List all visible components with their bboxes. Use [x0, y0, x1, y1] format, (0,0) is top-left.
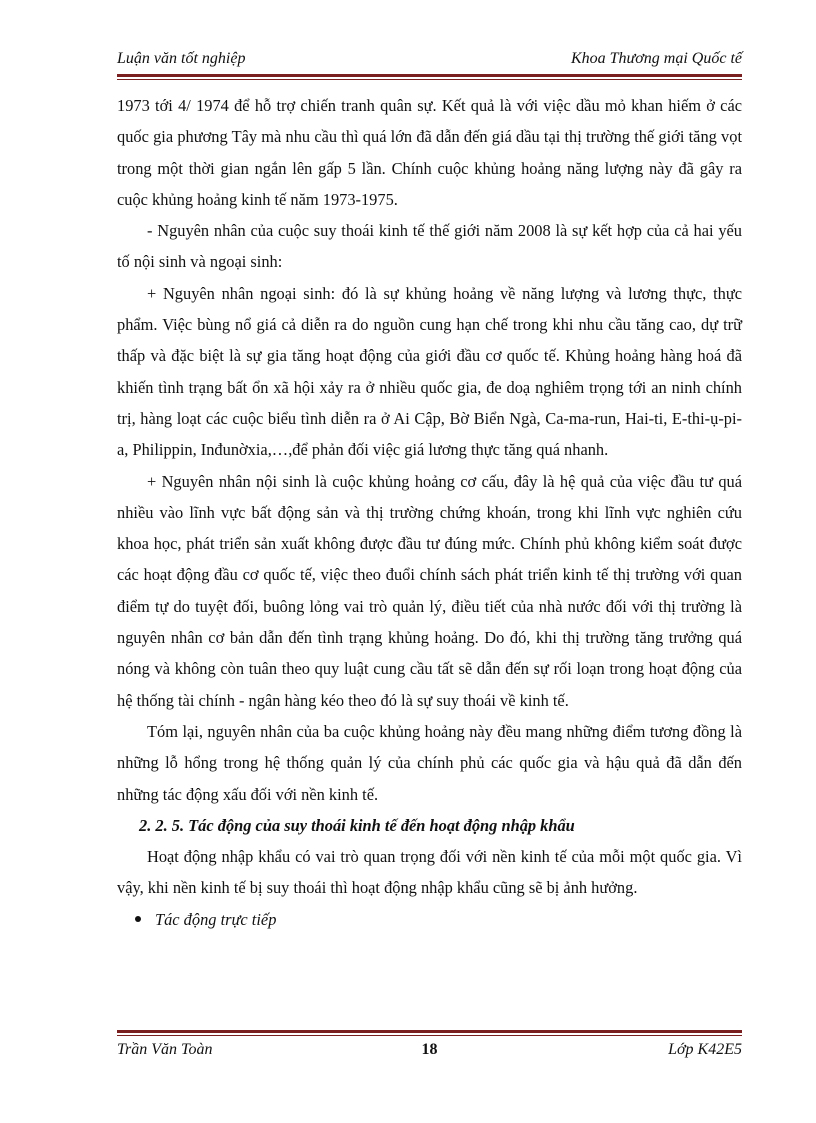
- footer-author: Trần Văn Toàn: [117, 1041, 213, 1058]
- page-body: [117, 90, 742, 935]
- bullet-text: Tác động trực tiếp: [155, 909, 277, 929]
- page-footer: [117, 1041, 742, 1065]
- paragraph-2008-causes: - Nguyên nhân của cuộc suy thoái kinh tế thế giới năm 2008 là sự kết hợp của cả hai yếu tố nội sinh và ngoại sinh:: [117, 221, 742, 272]
- paragraph-oil-crisis: 1973 tới 4/ 1974 để hỗ trợ chiến tranh quân sự. Kết quả là với việc dầu mỏ khan hiếm ở các quốc gia phương Tây mà nhu cầu thì quá lớn đã dẫn đến giá dầu tại thị trường thế giới tăng vọt trong một thời gian ngắn lên gấp 5 lần. Chính cuộc khủng hoảng năng lượng này đã gây ra cuộc khủng hoảng kinh tế năm 1973-1975.: [117, 96, 742, 209]
- header-thesis-title: Luận văn tốt nghiệp: [117, 50, 246, 67]
- page-number: 18: [421, 1041, 438, 1058]
- page-header: [117, 50, 742, 72]
- footer-class: Lớp K42E5: [668, 1041, 742, 1058]
- header-faculty: Khoa Thương mại Quốc tế: [570, 50, 742, 67]
- paragraph-summary: Tóm lại, nguyên nhân của ba cuộc khủng hoảng này đều mang những điểm tương đồng là những lỗ hổng trong hệ thống quản lý của chính phủ các quốc gia và hậu quả đã dẫn đến những tác động xấu đối với nền kinh tế.: [117, 721, 742, 804]
- bullet-dot-icon: [135, 916, 141, 922]
- section-heading: 2. 2. 5. Tác động của suy thoái kinh tế đến hoạt động nhập khẩu: [139, 815, 575, 835]
- footer-rule-thick: [117, 1030, 742, 1033]
- header-rule-thick: [117, 74, 742, 77]
- header-rule-thin: [117, 79, 742, 80]
- bullet-item: [117, 904, 742, 935]
- paragraph-external-causes: + Nguyên nhân ngoại sinh: đó là sự khủng hoảng về năng lượng và lương thực, thực phẩm. Việc bùng nổ giá cả diễn ra do nguồn cung hạn chế trong khi nhu cầu tăng cao, dự trữ thấp và đặc biệt là sự gia tăng hoạt động của giới đầu cơ quốc tế. Khủng hoảng hàng hoá đã khiến tình trạng bất ổn xã hội xảy ra ở nhiều quốc gia, đe doạ nghiêm trọng tới an ninh chính trị, hàng loạt các cuộc biểu tình diễn ra ở Ai Cập, Bờ Biển Ngà, Ca-ma-run, Hai-ti, E-thi-ụ-pi-a, Philippin, Inđunờxia,…,để phản đối việc giá lương thực tăng quá nhanh.: [117, 283, 742, 460]
- paragraph-import-role: Hoạt động nhập khẩu có vai trò quan trọng đối với nền kinh tế của mỗi một quốc gia. Vì vậy, khi nền kinh tế bị suy thoái thì hoạt động nhập khẩu cũng sẽ bị ảnh hưởng.: [117, 847, 742, 898]
- footer-rule-thin: [117, 1035, 742, 1036]
- paragraph-internal-causes: + Nguyên nhân nội sinh là cuộc khủng hoảng cơ cấu, đây là hệ quả của việc đầu tư quá nhiều vào lĩnh vực bất động sản và thị trường chứng khoán, trong khi lĩnh vực nghiên cứu khoa học, phát triển sản xuất không được đầu tư đúng mức. Chính phủ không kiểm soát được các hoạt động đầu cơ quốc tế, việc theo đuổi chính sách phát triển kinh tế thị trường với quan điểm tự do tuyệt đối, buông lỏng vai trò quản lý, điều tiết của nhà nước đối với thị trường là nguyên nhân cơ bản dẫn đến tình trạng khủng hoảng. Do đó, khi thị trường tăng trưởng quá nóng và không còn tuân theo quy luật cung cầu tất sẽ dẫn đến sự rối loạn trong hoạt động của hệ thống tài chính - ngân hàng kéo theo đó là sự suy thoái về kinh tế.: [117, 471, 742, 710]
